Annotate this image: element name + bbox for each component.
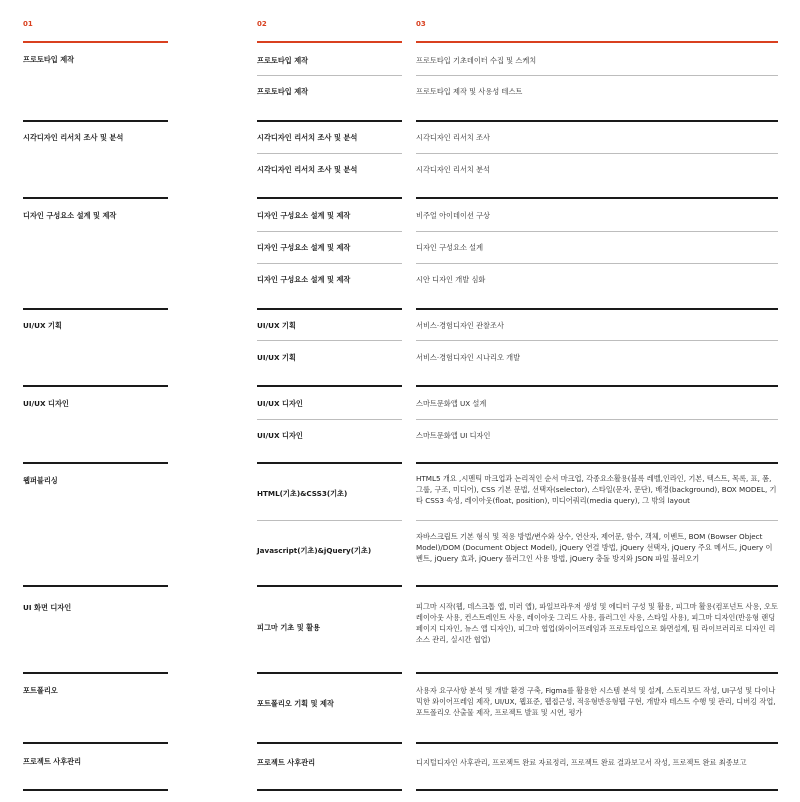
subject-label: 프로토타입 제작 — [257, 56, 309, 65]
row-divider — [257, 340, 402, 341]
row-divider — [416, 231, 778, 232]
group-divider — [257, 385, 402, 387]
category-label: 시각디자인 리서치 조사 및 분석 — [23, 133, 124, 142]
header-divider — [416, 41, 778, 43]
subject-label: Javascript(기초)&jQuery(기초) — [257, 546, 372, 555]
detail-text: 시안 디자인 개발 심화 — [416, 275, 486, 284]
group-divider — [23, 585, 168, 587]
group-divider — [257, 462, 402, 464]
subject-label: 디자인 구성요소 설계 및 제작 — [257, 211, 351, 220]
row-divider — [257, 231, 402, 232]
row-divider — [257, 153, 402, 154]
group-divider — [257, 308, 402, 310]
detail-text: 자바스크립트 기본 형식 및 적용 방법/변수와 상수, 연산자, 제어문, 함수, 객체, 이벤트, BOM (Bowser Object Model)/DOM (Document Object Model), jQuery 연결 방법, jQuery 선택자, jQuery 주요 메서드, jQuery 이벤트, jQuery 효과, jQuery 플러그인 사용 방법, jQuery 충돌 방지와 JSON 파일 불러오기 — [416, 532, 773, 563]
group-divider — [416, 120, 778, 122]
category-label: 웹퍼블리싱 — [23, 476, 58, 485]
group-divider — [416, 462, 778, 464]
detail-text: 시각디자인 리서치 분석 — [416, 165, 491, 174]
detail-text: HTML5 개요 ,시멘틱 마크업과 논리적인 순서 마크업, 각종요소활용(블록 레벨,인라인, 기본, 텍스트, 목록, 표, 폼, 그룹, 구조, 미디어), CSS 기본 문법, 선택자(selector), 스타일(문자, 문단), 배경(background), BOX MODEL, 기타 CSS3 속성, 레이아웃(float, position), 미디어쿼리(media query), 그 밖의 layout — [416, 474, 777, 505]
category-label: UI/UX 기획 — [23, 321, 62, 330]
group-divider — [416, 742, 778, 744]
detail-text: 디지털디자인 사후관리, 프로젝트 완료 자료정리, 프로젝트 완료 결과보고서 작성, 프로젝트 완료 최종보고 — [416, 758, 747, 767]
column-header-02: 02 — [257, 20, 267, 28]
category-label: 포트폴리오 — [23, 686, 58, 695]
group-divider — [416, 385, 778, 387]
subject-label: 디자인 구성요소 설계 및 제작 — [257, 275, 351, 284]
group-divider — [23, 672, 168, 674]
detail-text: 사용자 요구사항 분석 및 개발 환경 구축, Figma를 활용한 시스템 분석 및 설계, 스토리보드 작성, UI구성 및 다이나믹한 와이어프레임 제작, UI/UX, 웹표준, 웹접근성, 적응형반응형웹 구현, 개발자 테스트 수행 및 관리, 디버깅 작업, 포트폴리오 산출물 제작, 프로젝트 발표 및 시연, 평가 — [416, 686, 776, 717]
row-divider — [416, 263, 778, 264]
detail-text: 스마트문화앱 UX 설계 — [416, 399, 487, 408]
category-label: 디자인 구성요소 설계 및 제작 — [23, 211, 117, 220]
group-divider — [23, 308, 168, 310]
group-divider — [416, 672, 778, 674]
header-divider — [23, 41, 168, 43]
detail-text: 서비스·경험디자인 관찰조사 — [416, 321, 504, 330]
category-label: UI 화면 디자인 — [23, 603, 72, 612]
subject-label: 프로젝트 사후관리 — [257, 758, 316, 767]
row-divider — [257, 263, 402, 264]
group-divider — [23, 120, 168, 122]
subject-label: 포트폴리오 기획 및 제작 — [257, 699, 334, 708]
row-divider — [257, 75, 402, 76]
group-divider — [416, 308, 778, 310]
row-divider — [257, 520, 402, 521]
column-header-01: 01 — [23, 20, 33, 28]
detail-text: 시각디자인 리서치 조사 — [416, 133, 491, 142]
subject-label: UI/UX 기획 — [257, 321, 296, 330]
detail-text: 스마트문화앱 UI 디자인 — [416, 431, 491, 440]
group-divider — [23, 742, 168, 744]
subject-label: UI/UX 기획 — [257, 353, 296, 362]
group-divider — [257, 120, 402, 122]
group-divider — [23, 385, 168, 387]
group-divider — [257, 585, 402, 587]
detail-text: 서비스·경험디자인 시나리오 개발 — [416, 353, 521, 362]
subject-label: 시각디자인 리서치 조사 및 분석 — [257, 133, 358, 142]
header-divider — [257, 41, 402, 43]
row-divider — [416, 153, 778, 154]
subject-label: UI/UX 디자인 — [257, 431, 303, 440]
detail-text: 피그마 시작(웹, 데스크톱 앱, 미러 앱), 파일브라우저 생성 및 에디터 구성 및 활용, 피그마 활용(컴포넌트 사용, 오토 레이아웃 사용, 컨스트레인트 사용, 레이아웃 그리드 사용, 플러그인 사용, 스타일 사용), 피그마 디자인(반응형 랜딩 페이지 디자인, 뉴스 앱 디자인), 피그마 협업(와이어프레임과 프로토타입으로 화면설계, 팀 라이브러리로 디자인 리소스 관리, 실시간 협업) — [416, 602, 778, 644]
row-divider — [416, 75, 778, 76]
row-divider — [257, 419, 402, 420]
subject-label: 디자인 구성요소 설계 및 제작 — [257, 243, 351, 252]
group-divider — [257, 789, 402, 791]
subject-label: UI/UX 디자인 — [257, 399, 303, 408]
row-divider — [416, 419, 778, 420]
group-divider — [416, 789, 778, 791]
detail-text: 프로토타입 기초데이터 수집 및 스케치 — [416, 56, 537, 65]
subject-label: 피그마 기초 및 활용 — [257, 623, 321, 632]
group-divider — [257, 672, 402, 674]
category-label: 프로젝트 사후관리 — [23, 757, 82, 766]
subject-label: 시각디자인 리서치 조사 및 분석 — [257, 165, 358, 174]
detail-text: 프로토타입 제작 및 사용성 테스트 — [416, 87, 523, 96]
group-divider — [416, 197, 778, 199]
group-divider — [416, 585, 778, 587]
group-divider — [257, 742, 402, 744]
group-divider — [257, 197, 402, 199]
subject-label: 프로토타입 제작 — [257, 87, 309, 96]
category-label: UI/UX 디자인 — [23, 399, 69, 408]
detail-text: 디자인 구성요소 설계 — [416, 243, 484, 252]
row-divider — [416, 340, 778, 341]
group-divider — [23, 197, 168, 199]
subject-label: HTML(기초)&CSS3(기초) — [257, 489, 348, 498]
group-divider — [23, 462, 168, 464]
column-header-03: 03 — [416, 20, 426, 28]
detail-text: 비주얼 아이데이션 구상 — [416, 211, 491, 220]
row-divider — [416, 520, 778, 521]
group-divider — [23, 789, 168, 791]
category-label: 프로토타입 제작 — [23, 55, 75, 64]
